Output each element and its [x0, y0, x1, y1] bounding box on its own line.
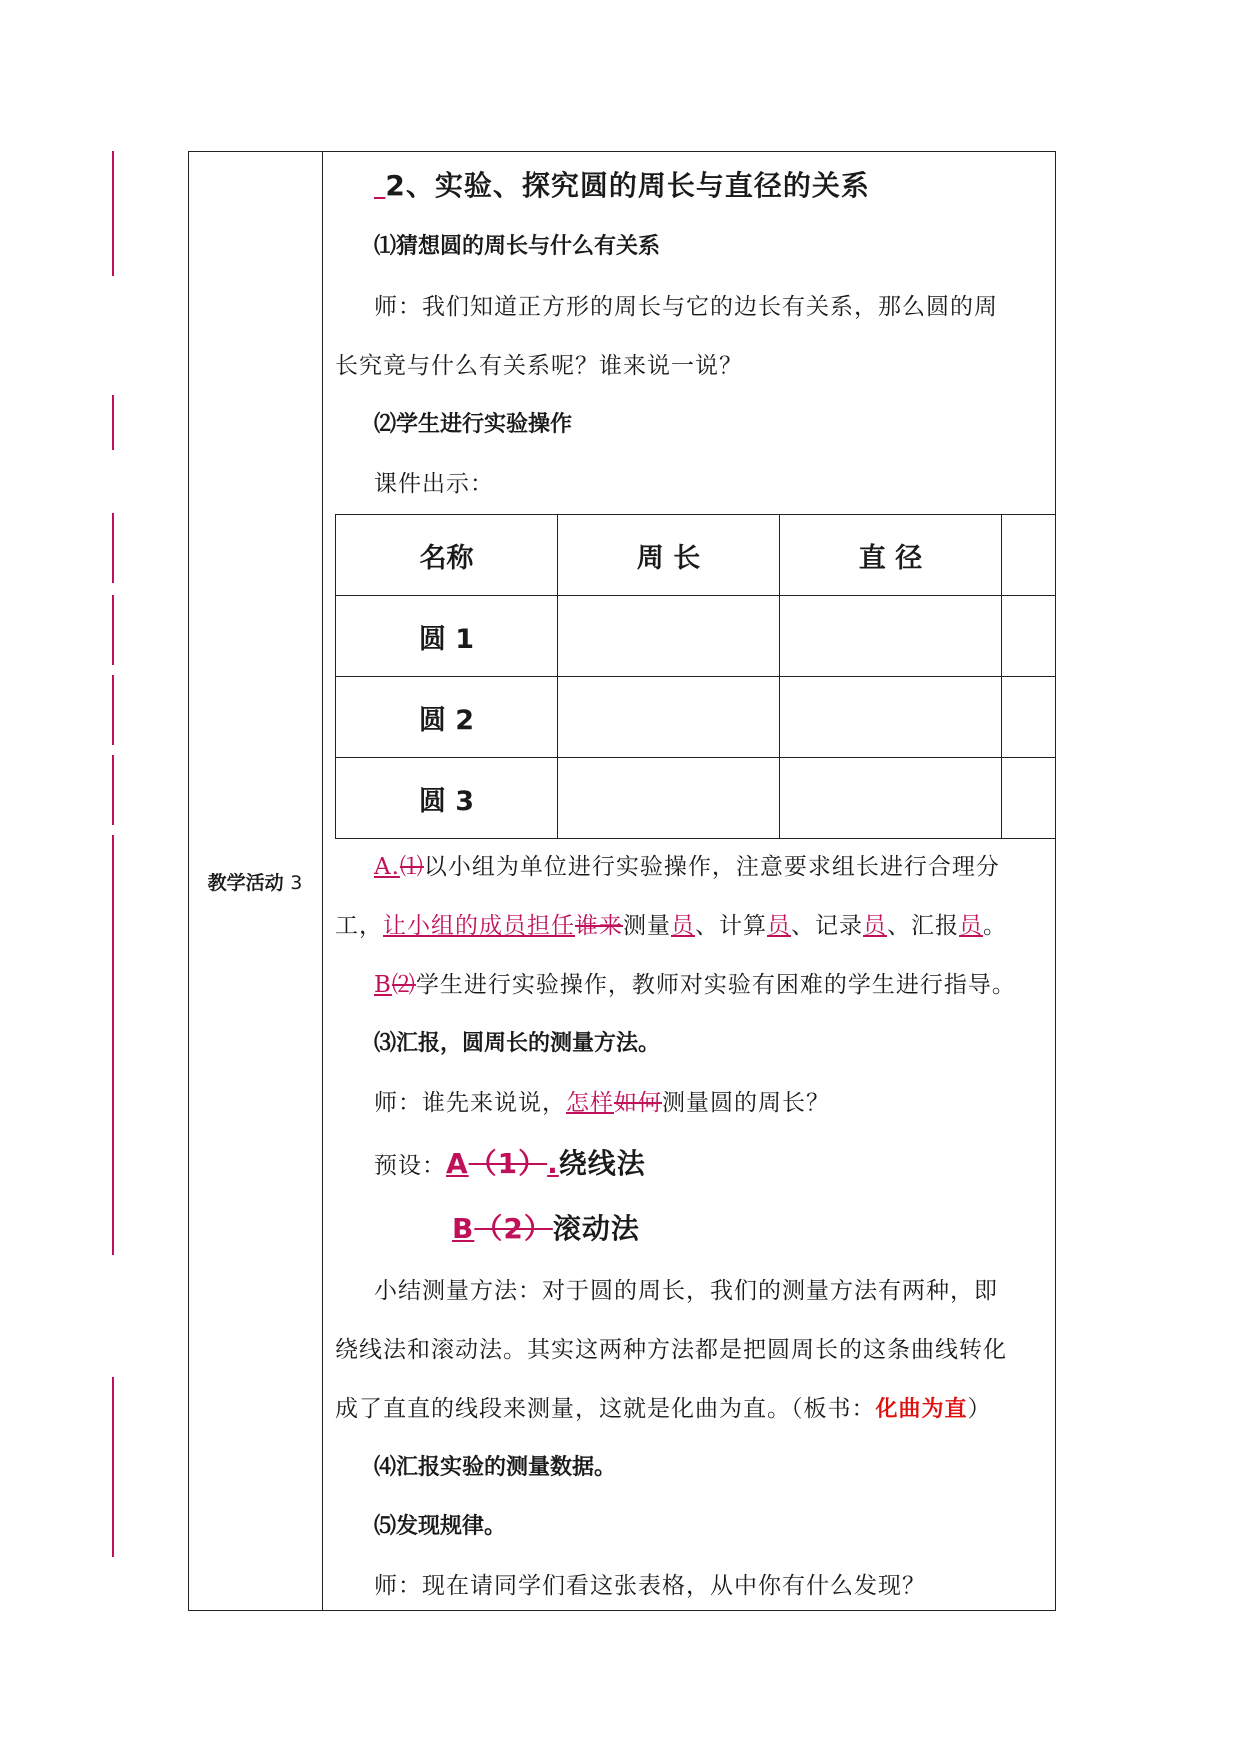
inserted-text: 员 [863, 913, 887, 939]
deleted-text: ⑴ [399, 854, 424, 880]
table-cell [1002, 596, 1056, 677]
table-cell [558, 758, 780, 839]
revision-bar [112, 513, 114, 583]
table-cell [1002, 677, 1056, 758]
data-table [335, 514, 1056, 839]
paragraph-text: 、计算 [695, 913, 767, 939]
paragraph-text: ） [967, 1396, 992, 1422]
revision-bar [112, 835, 114, 1255]
section-heading [324, 169, 1055, 202]
inserted-text: 员 [959, 913, 983, 939]
revision-bar [112, 675, 114, 745]
paragraph-text: 、记录 [791, 913, 863, 939]
activity-number: 3 [290, 872, 303, 894]
table-cell [780, 758, 1002, 839]
revision-bar [112, 1377, 114, 1557]
deleted-text: 如何 [614, 1090, 662, 1116]
paragraph-line: 师：我们知道正方形的周长与它的边长有关系，那么圆的周 [374, 294, 998, 320]
inserted-text: 让小组的成员担任 [383, 913, 575, 939]
subsection-guess: ⑴猜想圆的周长与什么有关系 [374, 234, 661, 259]
paragraph-text: 工， [335, 913, 383, 939]
table-row [336, 677, 1056, 758]
summary-line [324, 1398, 1055, 1421]
paragraph-final: 师：现在请同学们看这张表格，从中你有什么发现？ [374, 1573, 926, 1599]
table-row [336, 758, 1056, 839]
subsection-pattern: ⑸发现规律。 [374, 1514, 507, 1539]
deleted-text: ⑵ [391, 972, 416, 998]
lesson-table [188, 151, 1056, 1611]
header-circumference: 周 长 [558, 515, 780, 596]
row-label: 圆 2 [336, 677, 558, 758]
deleted-text: （2） [474, 1212, 553, 1245]
header-name: 名称 [336, 515, 558, 596]
paragraph-a-line2 [324, 915, 1055, 938]
inserted-text: 员 [767, 913, 791, 939]
table-cell [1002, 515, 1056, 596]
courseware-text: 课件出示： [374, 471, 494, 497]
paragraph-b [324, 974, 1055, 997]
board-text: 化曲为直 [875, 1397, 968, 1422]
paragraph-text: 以小组为单位进行实验操作，注意要求组长进行合理分 [423, 854, 1000, 880]
row-label: 圆 1 [336, 596, 558, 677]
table-header-row [336, 515, 1056, 596]
inserted-text: A. [374, 854, 400, 880]
table-cell [558, 677, 780, 758]
revision-bar [112, 755, 114, 825]
table-cell [780, 677, 1002, 758]
header-diameter: 直 径 [780, 515, 1002, 596]
preset-line1 [324, 1147, 1055, 1180]
revision-bar [112, 595, 114, 665]
inserted-text: 员 [671, 913, 695, 939]
summary-line: 小结测量方法：对于圆的周长，我们的测量方法有两种，即 [374, 1278, 998, 1304]
table-cell [1002, 758, 1056, 839]
method-roll: 滚动法 [552, 1212, 640, 1245]
paragraph-text: 成了直直的线段来测量，这就是化曲为直。（板书： [335, 1396, 876, 1422]
inserted-text: . [547, 1147, 559, 1180]
inserted-text: B [452, 1212, 475, 1245]
summary-line: 绕线法和滚动法。其实这两种方法都是把圆周长的这条曲线转化 [335, 1337, 1007, 1363]
revision-bar [112, 151, 114, 276]
paragraph-text: 师：谁先来说说， [374, 1090, 566, 1116]
revision-bar [112, 395, 114, 450]
paragraph-text: 、汇报 [887, 913, 959, 939]
paragraph-text: 学生进行实验操作，教师对实验有困难的学生进行指导。 [415, 972, 1016, 998]
table-cell [780, 596, 1002, 677]
paragraph-question [324, 1092, 1055, 1115]
subsection-experiment: ⑵学生进行实验操作 [374, 412, 573, 437]
paragraph-line: 长究竟与什么有关系呢？谁来说一说？ [335, 353, 743, 379]
paragraph-text: 测量 [623, 913, 671, 939]
deleted-text: （1） [468, 1147, 548, 1180]
subsection-data: ⑷汇报实验的测量数据。 [374, 1455, 617, 1480]
paragraph-text: 。 [983, 913, 1007, 939]
row-label: 圆 3 [336, 758, 558, 839]
content-column [324, 152, 1055, 1610]
label-column [189, 152, 323, 1610]
table-cell [558, 596, 780, 677]
inserted-text: 怎样 [566, 1090, 614, 1116]
inserted-text: B [374, 972, 392, 998]
method-wind: 绕线法 [558, 1147, 646, 1180]
deleted-text: 谁来 [575, 913, 623, 939]
activity-label-text: 教学活动 [207, 872, 284, 894]
inserted-text: A [446, 1147, 469, 1180]
activity-label [189, 868, 321, 895]
preset-line2 [324, 1212, 1055, 1245]
subsection-report: ⑶汇报，圆周长的测量方法。 [374, 1031, 661, 1056]
preset-label: 预设： [374, 1153, 446, 1179]
paragraph-a-line1 [324, 856, 1055, 879]
section-heading-text: 2、实验、探究圆的周长与直径的关系 [385, 169, 870, 202]
table-row [336, 596, 1056, 677]
paragraph-text: 测量圆的周长？ [662, 1090, 830, 1116]
